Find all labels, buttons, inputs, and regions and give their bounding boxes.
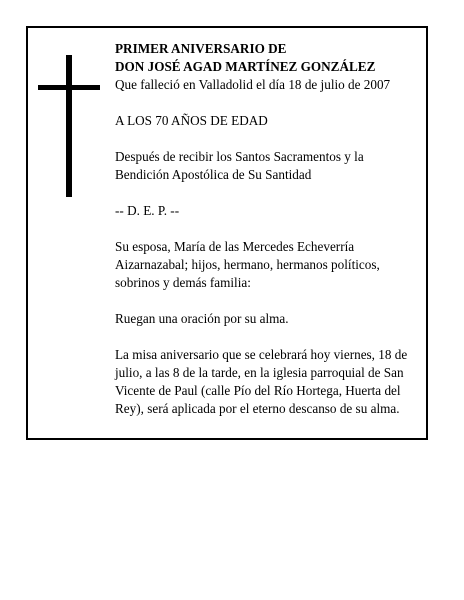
family-paragraph: Su esposa, María de las Mercedes Echeverría Aizarnazabal; hijos, hermano, hermanos políticos, sobrinos y demás familia: [115,239,380,290]
cross-vertical-bar [66,55,72,197]
mass-paragraph: La misa aniversario que se celebrará hoy viernes, 18 de julio, a las 8 de la tarde, en la iglesia parroquial de San Vicente de Paul (calle Pío del Río Hortega, Huerta del Rey), será aplicada por el eterno descanso de su alma. [115,347,408,416]
obituary-notice [26,26,428,440]
rip-line: -- D. E. P. -- [115,203,180,218]
death-date-line: Que falleció en Valladolid el día 18 de julio de 2007 [115,77,391,92]
cross-horizontal-bar [38,85,100,90]
prayer-line: Ruegan una oración por su alma. [115,311,289,326]
notice-text [115,40,421,418]
age-line: A LOS 70 AÑOS DE EDAD [115,113,268,128]
sacraments-paragraph: Después de recibir los Santos Sacramentos y la Bendición Apostólica de Su Santidad [115,149,364,182]
notice-title-line2: DON JOSÉ AGAD MARTÍNEZ GONZÁLEZ [115,59,376,74]
notice-title-line1: PRIMER ANIVERSARIO DE [115,41,287,56]
